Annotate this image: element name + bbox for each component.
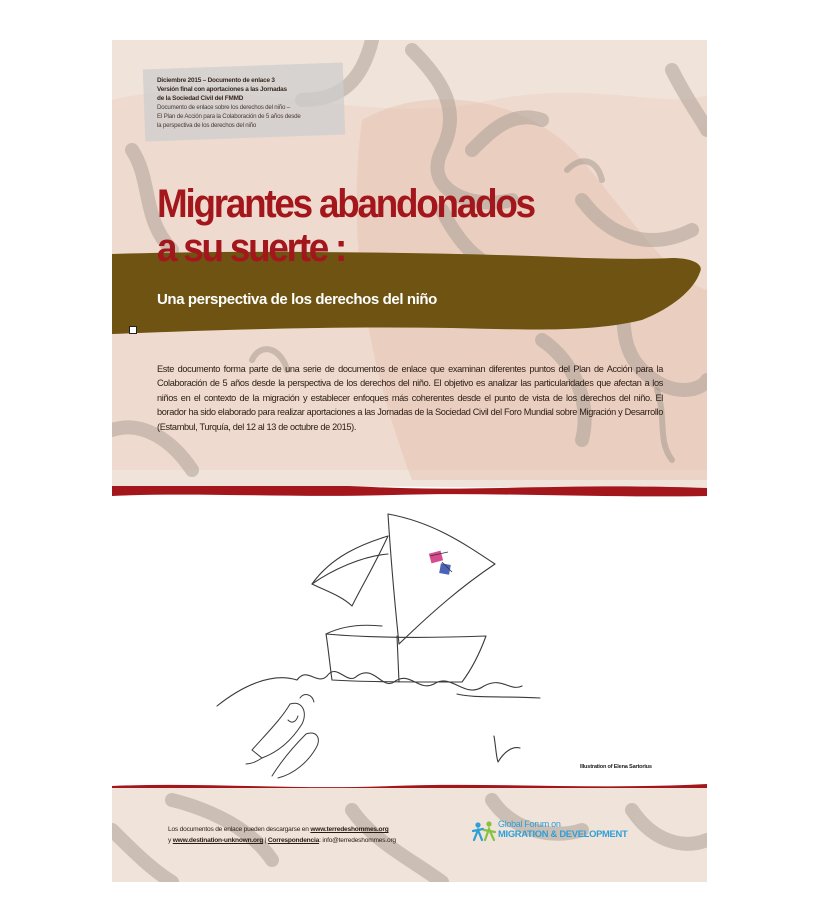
gfmd-logo [498, 819, 627, 839]
correspondence-label: Correspondencia [267, 837, 320, 844]
meta-description-line-3: la perspectiva de los derechos del niño [157, 122, 257, 129]
document-metadata [157, 76, 327, 130]
document-subtitle: Una perspectiva de los derechos del niño [157, 291, 437, 308]
illustration-panel [112, 486, 707, 788]
correspondence-email: : info@terredeshommes.org [319, 837, 396, 844]
intro-paragraph: Este documento forma parte de una serie de documentos de enlace que examinan diferentes puntos del Plan de Acción para la Colaboración de 5 años desde la perspectiva de los derechos del niño. El objetivo es analizar las particularidades que afectan a los niños en el contexto de la migración y establecer enfoques más coherentes desde el punto de vista de los derechos del niño. El borador ha sido elaborado para realizar aportaciones a las Jornadas de la Sociedad Civil del Foro Mundial sobre Migración y Desarrollo (Estambul, Turquía, del 12 al 13 de octubre de 2015). [157, 364, 663, 432]
meta-description-line-1: Documento de enlace sobre los derechos del niño – [157, 104, 290, 111]
logo-line-1: Global Forum on [498, 819, 561, 829]
footer-separator: | [263, 837, 268, 844]
illustration-credit: Illustration of Elena Sartorius [580, 764, 652, 770]
small-square-marker [129, 326, 137, 334]
meta-society-line: de la Sociedad Civil del FMMD [157, 95, 244, 102]
meta-date-line: Diciembre 2015 – Documento de enlace 3 [157, 77, 275, 84]
title-line-2: a su suerte : [157, 226, 346, 270]
footer-y: y [168, 837, 173, 844]
meta-version-line: Versión final con aportaciones a las Jornadas [157, 86, 287, 93]
footer-prefix: Los documentos de enlace pueden descargarse en [168, 826, 311, 833]
footer-download-info [168, 824, 396, 846]
document-page [112, 40, 707, 882]
logo-line-2: MIGRATION & DEVELOPMENT [498, 828, 628, 839]
document-title [157, 182, 543, 270]
title-line-1: Migrantes abandonados [157, 182, 534, 226]
meta-description-line-2: El Plan de Acción para la Colaboración de 5 años desde [157, 113, 301, 120]
link-terredeshommes[interactable]: www.terredeshommes.org [310, 826, 389, 833]
link-destination-unknown[interactable]: www.destination-unknown.org [172, 837, 264, 844]
